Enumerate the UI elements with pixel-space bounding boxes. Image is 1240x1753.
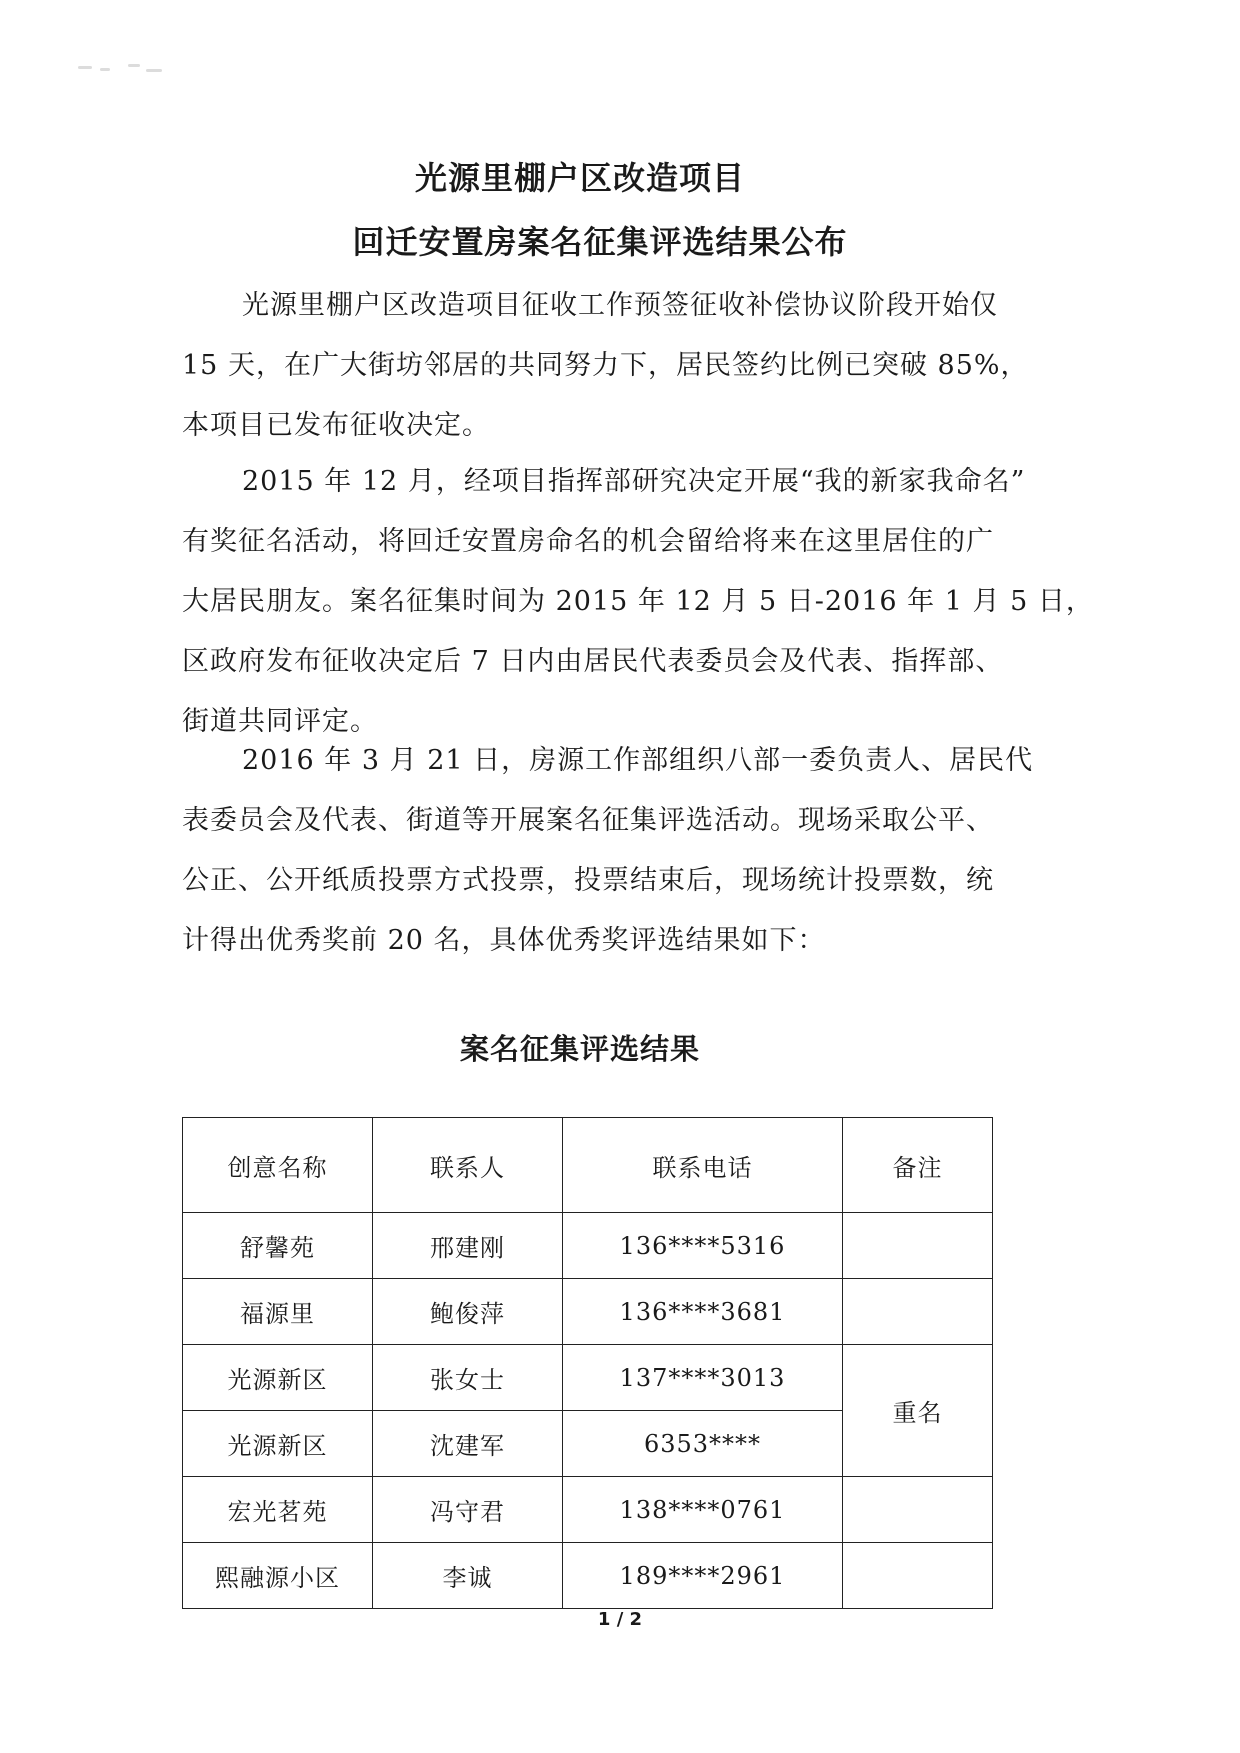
cell-phone: 138****0761 (563, 1477, 843, 1543)
paragraph-line: 2016 年 3 月 21 日，房源工作部组织八部一委负责人、居民代 (242, 745, 1034, 776)
cell-phone: 136****3681 (563, 1279, 843, 1345)
cell-contact: 李诚 (373, 1543, 563, 1609)
cell-name: 光源新区 (183, 1345, 373, 1411)
header-phone: 联系电话 (563, 1118, 843, 1213)
paragraph-line: 计得出优秀奖前 20 名，具体优秀奖评选结果如下： (182, 925, 826, 956)
document-title-line1: 光源里棚户区改造项目 (414, 159, 745, 197)
cell-phone: 6353**** (563, 1411, 843, 1477)
document-title-line2: 回迁安置房案名征集评选结果公布 (352, 223, 848, 261)
cell-name: 舒馨苑 (183, 1213, 373, 1279)
paragraph-line: 本项目已发布征收决定。 (182, 410, 490, 441)
cell-name: 光源新区 (183, 1411, 373, 1477)
header-creative-name: 创意名称 (183, 1118, 373, 1213)
table-row (183, 1279, 993, 1345)
paragraph-line: 区政府发布征收决定后 7 日内由居民代表委员会及代表、指挥部、 (182, 646, 1004, 677)
paragraph-line: 街道共同评定。 (182, 706, 378, 737)
paragraph-3 (182, 731, 1062, 971)
paragraph-line: 2015 年 12 月，经项目指挥部研究决定开展“我的新家我命名” (242, 466, 1026, 497)
cell-name: 宏光茗苑 (183, 1477, 373, 1543)
paragraph-line: 表委员会及代表、街道等开展案名征集评选活动。现场采取公平、 (182, 805, 994, 836)
cell-contact: 张女士 (373, 1345, 563, 1411)
table-title: 案名征集评选结果 (459, 1032, 700, 1066)
cell-contact: 冯守君 (373, 1477, 563, 1543)
cell-note (843, 1279, 993, 1345)
cell-note (843, 1213, 993, 1279)
cell-note (843, 1477, 993, 1543)
paragraph-line: 有奖征名活动，将回迁安置房命名的机会留给将来在这里居住的广 (182, 526, 994, 557)
cell-note-merged: 重名 (843, 1345, 993, 1477)
paragraph-line: 15 天，在广大街坊邻居的共同努力下，居民签约比例已突破 85%， (182, 350, 1029, 381)
table-header-row (183, 1118, 993, 1213)
scan-artifact (78, 62, 168, 76)
paragraph-line: 公正、公开纸质投票方式投票，投票结束后，现场统计投票数，统 (182, 865, 994, 896)
header-contact: 联系人 (373, 1118, 563, 1213)
table-row (183, 1345, 993, 1411)
paragraph-1 (182, 276, 1062, 456)
paragraph-line: 大居民朋友。案名征集时间为 2015 年 12 月 5 日-2016 年 1 月 5 日， (182, 586, 1094, 617)
cell-phone: 136****5316 (563, 1213, 843, 1279)
cell-contact: 沈建军 (373, 1411, 563, 1477)
results-table (182, 1117, 993, 1609)
table-row (183, 1477, 993, 1543)
paragraph-line: 光源里棚户区改造项目征收工作预签征收补偿协议阶段开始仅 (242, 290, 998, 321)
table-row (183, 1213, 993, 1279)
cell-contact: 邢建刚 (373, 1213, 563, 1279)
header-note: 备注 (843, 1118, 993, 1213)
paragraph-2 (182, 452, 1094, 752)
cell-name: 福源里 (183, 1279, 373, 1345)
cell-phone: 137****3013 (563, 1345, 843, 1411)
page-number: 1 / 2 (597, 1609, 643, 1630)
cell-contact: 鲍俊萍 (373, 1279, 563, 1345)
cell-note (843, 1543, 993, 1609)
cell-name: 熙融源小区 (183, 1543, 373, 1609)
cell-phone: 189****2961 (563, 1543, 843, 1609)
table-row (183, 1543, 993, 1609)
